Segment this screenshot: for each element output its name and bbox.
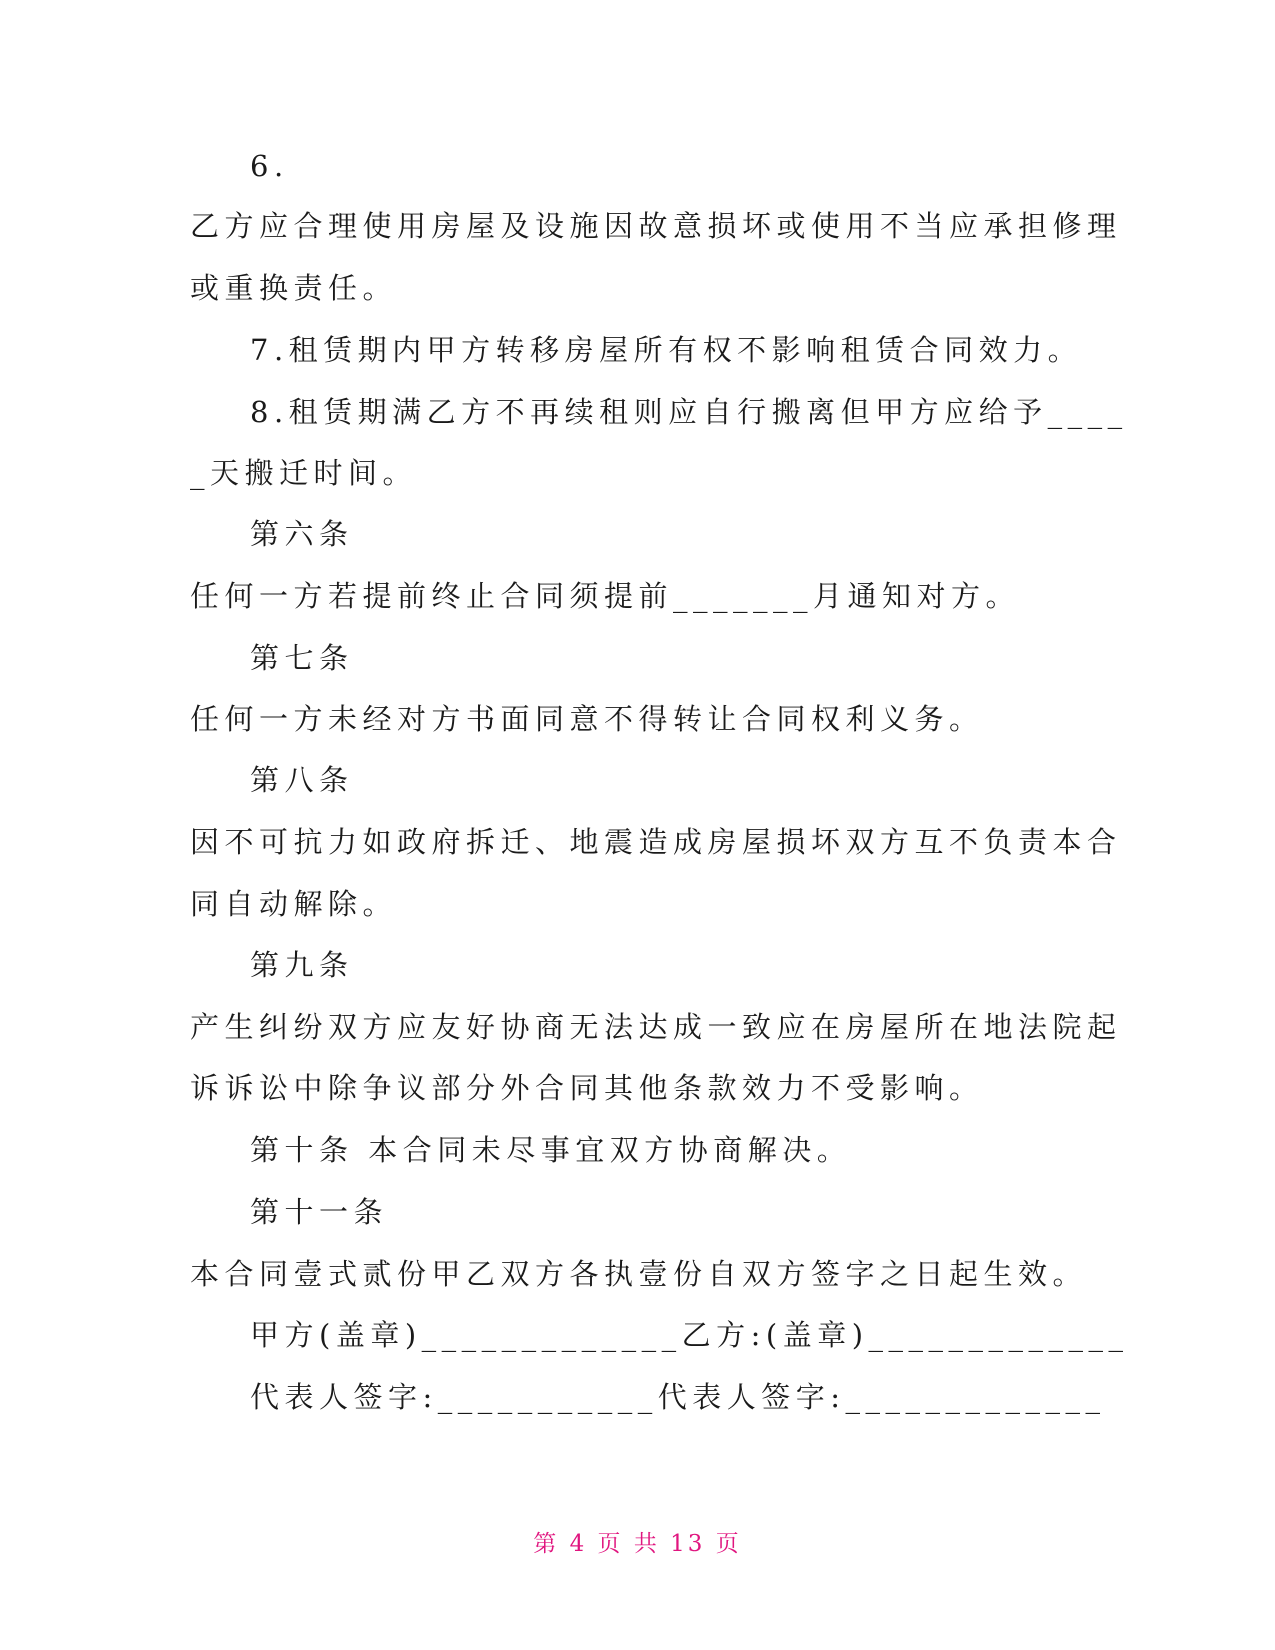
item-6-text-line-2: 或重换责任。 bbox=[190, 271, 398, 305]
article-8-heading: 第八条 bbox=[250, 763, 354, 797]
article-6-heading: 第六条 bbox=[250, 517, 354, 551]
article-9-text-line-1: 产生纠纷双方应友好协商无法达成一致应在房屋所在地法院起 bbox=[190, 1010, 1122, 1044]
item-6-number: 6. bbox=[250, 149, 289, 183]
item-8-text-line-1: 8.租赁期满乙方不再续租则应自行搬离但甲方应给予____ bbox=[250, 395, 1128, 429]
article-10-text: 第十条 本合同未尽事宜双方协商解决。 bbox=[250, 1133, 852, 1167]
representative-signature-line: 代表人签字:___________代表人签字:_____________ bbox=[250, 1380, 1106, 1414]
item-7-text: 7.租赁期内甲方转移房屋所有权不影响租赁合同效力。 bbox=[250, 333, 1083, 367]
article-9-heading: 第九条 bbox=[250, 948, 354, 982]
article-7-heading: 第七条 bbox=[250, 641, 354, 675]
party-seal-line: 甲方(盖章)_____________乙方:(盖章)_____________ bbox=[250, 1318, 1129, 1352]
page-number-footer: 第 4 页 共 13 页 bbox=[533, 1531, 742, 1557]
article-8-text-line-2: 同自动解除。 bbox=[190, 887, 398, 921]
article-6-text: 任何一方若提前终止合同须提前_______月通知对方。 bbox=[190, 579, 1021, 613]
article-11-text: 本合同壹式贰份甲乙双方各执壹份自双方签字之日起生效。 bbox=[190, 1257, 1088, 1291]
item-8-text-line-2: _天搬迁时间。 bbox=[190, 456, 418, 490]
article-11-heading: 第十一条 bbox=[250, 1195, 389, 1229]
article-9-text-line-2: 诉诉讼中除争议部分外合同其他条款效力不受影响。 bbox=[190, 1071, 984, 1105]
item-6-text-line-1: 乙方应合理使用房屋及设施因故意损坏或使用不当应承担修理 bbox=[190, 209, 1122, 243]
article-8-text-line-1: 因不可抗力如政府拆迁、地震造成房屋损坏双方互不负责本合 bbox=[190, 825, 1122, 859]
article-7-text: 任何一方未经对方书面同意不得转让合同权利义务。 bbox=[190, 702, 984, 736]
